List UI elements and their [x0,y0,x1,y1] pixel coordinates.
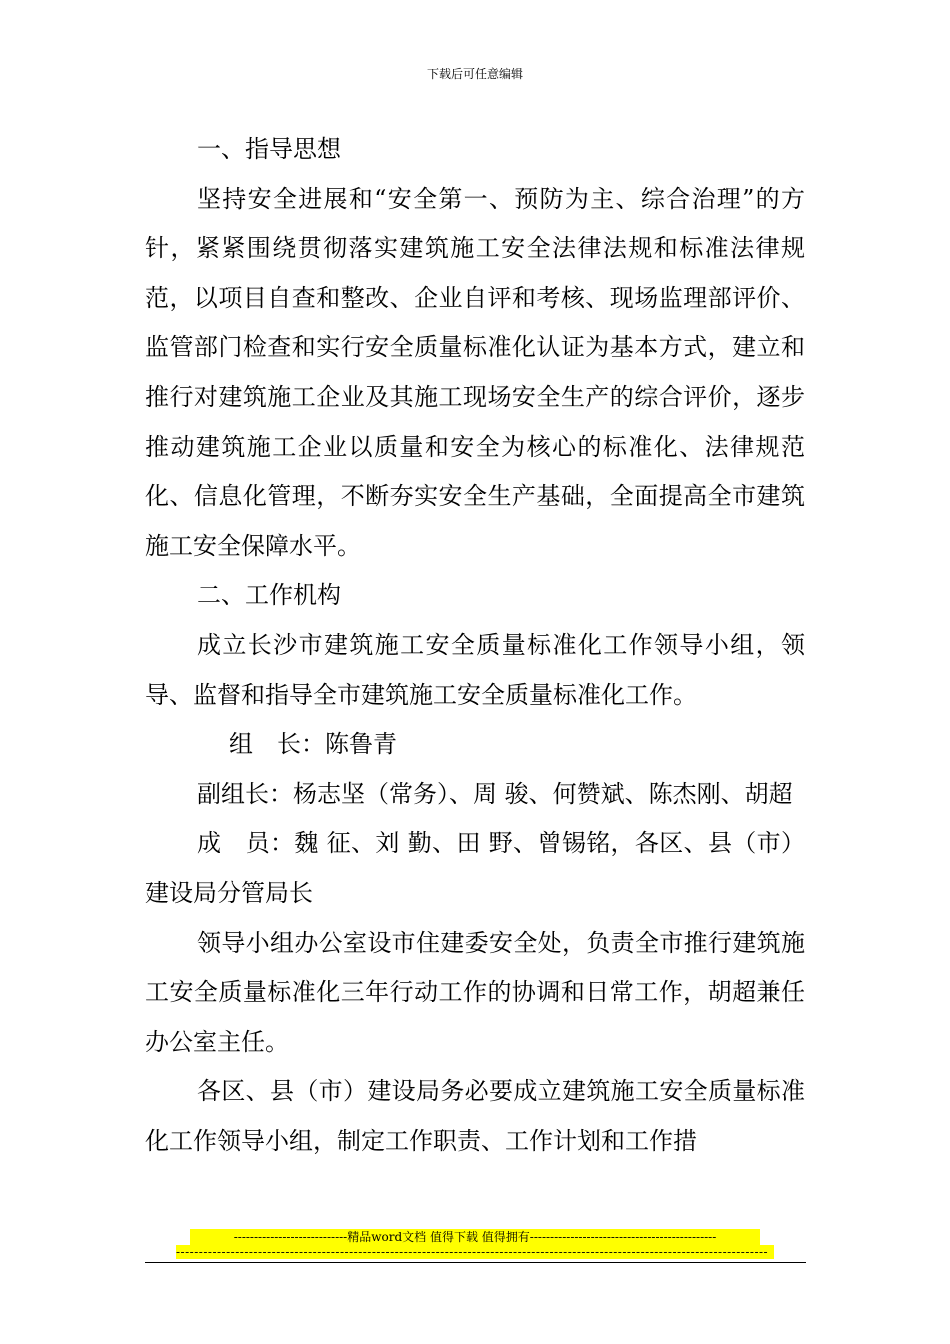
members-line: 成 员：魏 征、刘 勤、田 野、曾锡铭，各区、县（市）建设局分管局长 [145,829,805,907]
paragraph-district-groups: 各区、县（市）建设局务必要成立建筑施工安全质量标准化工作领导小组，制定工作职责、工作计划和工作措 [145,1077,805,1155]
section-heading-work-organization: 二、工作机构 [197,581,341,610]
section-heading-guiding-ideology: 一、指导思想 [197,135,341,163]
header-note: 下载后可任意编辑 [426,67,523,81]
paragraph-guiding-ideology: 坚持安全进展和“安全第一、预防为主、综合治理”的方针，紧紧围绕贯彻落实建筑施工安全法律法规和标准法律规范，以项目自查和整改、企业自评和考核、现场监理部评价、监管部门检查和实行安全质量标准化认证为基本方式，建立和推行对建筑施工企业及其施工现场安全生产的综合评价，逐步推动建筑施工企业以质量和安全为核心的标准化、法律规范化、信息化管理，不断夯实安全生产基础，全面提高全市建筑施工安全保障水平。 [145,184,805,560]
group-leader-line: 组 长：陈鲁青 [229,730,397,759]
paragraph-leading-group: 成立长沙市建筑施工安全质量标准化工作领导小组，领导、监督和指导全市建筑施工安全质量标准化工作。 [145,630,805,709]
document-body [145,125,805,1166]
footer-rule [145,1262,806,1263]
footer-banner-line-2: ---------------------------------------------------------------------------------------------------------------------------------- [176,1245,774,1259]
deputy-leaders-line: 副组长：杨志坚（常务）、周 骏、何赞斌、陈杰刚、胡超 [197,779,793,808]
footer-banner-line-1: ----------------------------精品word文档 值得下载 值得拥有---------------------------------------------- [190,1229,760,1245]
paragraph-office: 领导小组办公室设市住建委安全处，负责全市推行建筑施工安全质量标准化三年行动工作的协调和日常工作，胡超兼任办公室主任。 [145,928,805,1056]
